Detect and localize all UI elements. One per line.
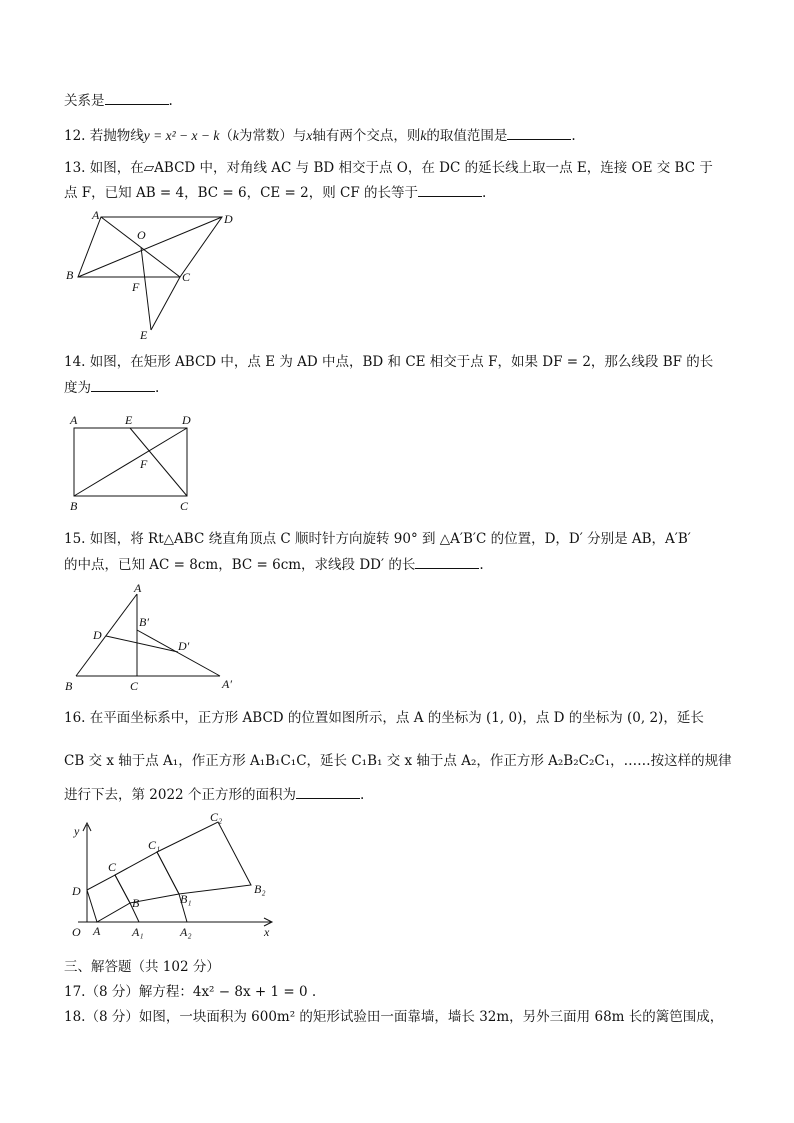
q13-line-1: 13. 如图，在▱ABCD 中，对角线 AC 与 BD 相交于点 O，在 DC 的延长线上取一点 E，连接 OE 交 BC 于 [64, 160, 713, 176]
q14-label-e: E [125, 413, 133, 427]
q13-label-o: O [137, 228, 146, 242]
q16-label-c2: C₂ [210, 810, 223, 824]
q18-line: 18.（8 分）如图，一块面积为 600m² 的矩形试验田一面靠墙，墙长 32m，另外三面用 68m 长的篱笆围成， [64, 1009, 724, 1025]
q16-line-3 [64, 786, 364, 804]
q11-answer-blank[interactable] [105, 92, 169, 105]
q13-label-c: C [182, 270, 191, 284]
q14-figure [60, 410, 210, 515]
q16-line-1: 16. 在平面坐标系中，正方形 ABCD 的位置如图所示，点 A 的坐标为 (1, 0)，点 D 的坐标为 (0, 2)，延长 [64, 710, 704, 726]
q14-label-d: D [182, 413, 191, 427]
q14-period: . [155, 380, 160, 396]
q13-segment-ce [151, 277, 180, 330]
q15-figure [60, 578, 250, 696]
q12-text-d: 轴有两个交点，则 [312, 128, 421, 144]
q15-label-d-prime: D′ [178, 639, 190, 653]
q16-label-y: y [74, 824, 80, 838]
q13-text: 点 F，已知 AB = 4，BC = 6，CE = 2，则 CF 的长等于 [64, 185, 419, 201]
q16-label-d: D [72, 884, 81, 898]
q15-label-d: D [93, 628, 102, 642]
q12-equation: y = x² − x − k [143, 128, 220, 143]
q13-label-e: E [140, 328, 148, 342]
q12-text-a: 12. 若抛物线 [64, 128, 144, 144]
q12-text-e: 的取值范围是 [426, 128, 508, 144]
q16-label-c1: C₁ [148, 838, 161, 852]
q12-x: x [306, 128, 313, 143]
q14-segment-ce [130, 428, 187, 496]
q16-label-a1: A₁ [132, 925, 144, 939]
q16-square-1 [87, 875, 130, 922]
q15-line-1: 15. 如图，将 Rt△ABC 绕直角顶点 C 顺时针方向旋转 90° 到 △A′B′C 的位置，D，D′ 分别是 AB，A′B′ [64, 531, 691, 547]
q11-text: 关系是 [64, 93, 105, 109]
q13-period: . [482, 185, 487, 201]
q15-label-a-prime: A′ [222, 677, 232, 691]
q15-label-b: B [65, 679, 73, 693]
q11-tail-line [64, 92, 173, 110]
q15-segment-dd1 [106, 636, 178, 652]
q15-answer-blank[interactable] [415, 556, 479, 569]
q12-text-b: （ [219, 128, 233, 144]
q16-text: 进行下去，第 2022 个正方形的面积为 [64, 787, 296, 803]
q14-label-a: A [70, 413, 78, 427]
q12-k2: k [420, 128, 427, 143]
q14-label-f: F [140, 457, 148, 471]
q16-square-3 [157, 822, 251, 894]
q16-label-a2: A₂ [180, 925, 192, 939]
q12-text-c: 为常数）与 [238, 128, 307, 144]
q15-text: 的中点，已知 AC = 8cm，BC = 6cm，求线段 DD′ 的长 [64, 557, 416, 573]
q15-period: . [479, 557, 484, 573]
q14-label-c: C [180, 499, 189, 513]
q11-period: . [168, 93, 173, 109]
q16-label-x: x [264, 925, 270, 939]
q15-label-b-prime: B′ [139, 615, 149, 629]
q14-line-2 [64, 379, 159, 397]
q14-answer-blank[interactable] [91, 379, 155, 392]
q12-line [64, 127, 576, 145]
q16-answer-blank[interactable] [296, 786, 360, 799]
q16-label-c: C [108, 860, 117, 874]
q14-label-b: B [70, 499, 78, 513]
q17-line: 17.（8 分）解方程：4x² − 8x + 1 = 0 . [64, 984, 317, 1000]
q16-label-a: A [93, 924, 101, 938]
section-3-heading: 三、解答题（共 102 分） [64, 959, 220, 975]
q13-label-b: B [66, 268, 74, 282]
q12-answer-blank[interactable] [507, 127, 571, 140]
q16-label-b2: B₂ [254, 882, 266, 896]
q15-label-c: C [130, 679, 139, 693]
q13-line-2 [64, 184, 486, 202]
q13-label-d: D [224, 212, 233, 226]
q13-diagonal-ac [101, 217, 180, 277]
q13-answer-blank[interactable] [418, 184, 482, 197]
q13-label-f: F [132, 280, 140, 294]
q16-period: . [359, 787, 365, 803]
q15-side-b1a1 [137, 630, 220, 676]
q13-segment-oe [141, 247, 151, 330]
q13-label-a: A [92, 208, 100, 222]
q16-figure [60, 810, 290, 943]
q14-text: 度为 [64, 380, 91, 396]
q16-line-2: CB 交 x 轴于点 A₁，作正方形 A₁B₁C₁C，延长 C₁B₁ 交 x 轴于点 A₂，作正方形 A₂B₂C₂C₁，……按这样的规律 [64, 753, 732, 769]
q12-k: k [232, 128, 239, 143]
q16-label-b1: B₁ [180, 892, 192, 906]
q16-square-2 [115, 852, 179, 903]
q16-label-o: O [72, 925, 81, 939]
q14-line-1: 14. 如图，在矩形 ABCD 中，点 E 为 AD 中点，BD 和 CE 相交于点 F，如果 DF = 2，那么线段 BF 的长 [64, 354, 714, 370]
q16-label-b: B [132, 896, 140, 910]
q12-period: . [571, 128, 576, 144]
q15-line-2 [64, 556, 484, 574]
q14-diagonal-bd [74, 428, 187, 496]
q15-side-ab [76, 594, 137, 676]
q13-figure [60, 205, 233, 345]
q15-label-a: A [134, 581, 142, 595]
